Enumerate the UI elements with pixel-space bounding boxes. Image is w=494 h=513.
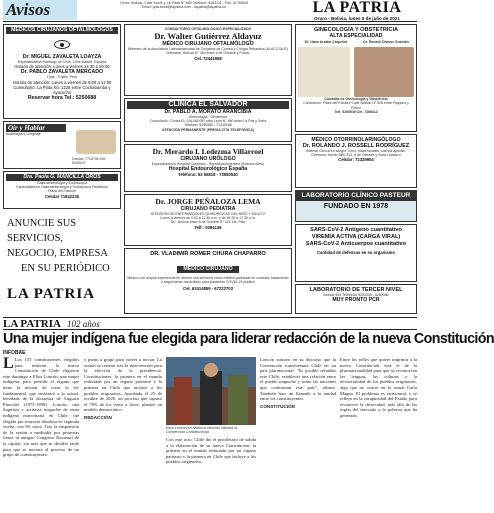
ad-subtitle: Audiología y Lenguaje <box>6 132 41 136</box>
promo-line: ANUNCIE SUS SERVICIOS, <box>7 218 77 244</box>
phone: Telf.: 5284136 <box>194 224 222 230</box>
hours: Lunes a viernes de 9:00 a 11:30 a.m. y de 15:30 a 17:30 p.m. <box>160 216 256 221</box>
promo-line: NEGOCIO, EMPRESA <box>7 248 108 259</box>
ad-title: LABORATORIO CLÍNICO PASTEUR <box>296 191 416 201</box>
ad-subtitle: MÉDICO CIRUJANO <box>177 266 238 273</box>
address: Dir.: Bolívar entre 6 de Octubre N° 631 1er. Piso <box>170 220 246 225</box>
address: Consultorio: Clínica EL SALVADOR calle León N° 460 entre La Paz y Soria <box>149 119 267 124</box>
ad-title: Dra. Paola G. MANCILLA OROS <box>6 174 118 181</box>
ad-subtitle: ALTA ESPECIALIDAD <box>329 33 383 39</box>
hours: Horario de atención: Lunes a viernes de 9:00 a 12:00 <box>12 79 112 85</box>
ad-kicker: CONSULTORIO OFTALMOLÓGICO ESPECIALIZADO <box>164 27 252 31</box>
article-column-3 <box>166 437 256 465</box>
ad-title: MÉDICOS CIRUJANOS OFTALMÓLOGOS <box>6 27 118 34</box>
ad-title: LABORATORIO DE TERCER NIVEL <box>309 287 403 293</box>
article-photo <box>166 357 256 425</box>
ad-salvador <box>124 98 292 142</box>
article-column-5 <box>340 357 417 419</box>
ad-otorrino <box>295 134 417 188</box>
doctor-photo <box>354 47 414 97</box>
ad-subtitle: FUNDADO EN 1978 <box>323 203 389 210</box>
doctor-name: Dr. Hans Arzabe Caqueira <box>304 40 348 44</box>
kicker-brand: LA PATRIA <box>3 318 61 330</box>
ad-title: MÉDICO OTORRINOLARINGÓLOGO <box>311 137 401 143</box>
ad-subtitle: Gastroenterología y Endoscopía <box>36 181 88 185</box>
ad-subtitle: CIRUJANO PEDIATRA <box>180 206 236 212</box>
promo-line: EN SU PERIÓDICO <box>21 263 110 274</box>
article-column-4 <box>260 357 336 410</box>
address: Consultorio: Plaza del Folklore Calle Bolívar N° 628 entre Pagador y Potosí <box>303 101 409 110</box>
doctor-note: Especialización Santiago de Chile, Chile Madrid, España <box>17 60 107 64</box>
article-column-1 <box>3 357 79 458</box>
ad-pediatra <box>3 171 121 209</box>
phone: Teléfono: 5250580 - 72449188 <box>184 123 232 128</box>
ad-title: CLÍNICA EL SALVADOR <box>127 101 289 109</box>
doctor-name: Dr. PABLO ZAVALETA MERCADO <box>20 69 104 76</box>
address: Dirección: Adolfo Mier 512, 6 de Octubre y Soria Galvarro <box>311 153 401 158</box>
ad-anuncie <box>3 212 121 314</box>
test-line: SARS-CoV-2 Anticuerpos cuantitativo <box>305 241 407 247</box>
eye-icon <box>54 40 70 49</box>
ad-covid-tests <box>295 224 417 282</box>
services-list <box>298 47 350 97</box>
article-kicker <box>3 317 417 330</box>
doctor-name: Dr. Walter Gutiérrez Aldayuz <box>154 31 262 42</box>
article-text: Loncón sostuvo en su discurso que la Convención transformará Chile en un país plurinacional. "Es posible refundar este Chile, establecer una relación entre el pueblo mapuche y todas las naciones que conforman este país", afirmó. También hizo un llamado a la unidad entre los constituyentes. <box>260 357 336 402</box>
phone: Celular: 7715736 Telf.: 5245247 <box>72 157 107 166</box>
article-text: Los 155 constituyentes elegidos para redactar la nueva Constitución de Chile eligieron este domingo a Elisa Loncón, una mujer indígena, para presidir el órgano que tiene la misión de crear la ley fundamental, que sustituirá a la actual, heredada de la dictadura de Augusto Pinochet (1973-1990). Loncón, una lingüista y activista mapuche de etnia indígena mayoritaria en Chile, fue elegida por mayoría absoluta en segunda vuelta, con 96 votos. Tras la suspensión de la sesión a mediodía por protestas frente al antiguo Congreso Nacional de la capital, sin más que se decidió tarde para que se iniciara al proceso de un grupo de constituyentes. <box>3 357 79 458</box>
address: Consultorio: La Plata No. 1226 entre Cochabamba y Ayacucho <box>13 84 111 95</box>
phone: Celular 71842226 <box>45 193 79 199</box>
issue-date: Oruro - Bolivia, lunes 5 de julio de 2021 <box>314 16 400 21</box>
doctor-note: Lima - Trujillo, Perú <box>46 75 78 80</box>
ad-title: MÉDICO CIRUJANO OFTALMÓLOGO <box>162 41 254 48</box>
test-line: SARS-CoV-2 Antígeno cuantitativo <box>310 227 402 233</box>
header-contact <box>79 1 289 10</box>
doctor-name: Dr. JORGE PEÑALOZA LEMA <box>155 197 261 206</box>
test-line: Cantidad de defensas en su organismo <box>317 250 395 255</box>
ad-pasteur <box>295 190 417 222</box>
ad-chura <box>124 248 292 314</box>
photo-caption: Elisa Loncón en histórica elección liderará la Convención Constitucional. <box>166 426 237 435</box>
section-title: Avisos <box>3 0 77 20</box>
phone: Celular: 72329904 <box>338 157 374 163</box>
ad-subtitle: CIRUJANO URÓLOGO <box>180 156 236 162</box>
ad-note: MUY PRONTO PCR <box>332 297 380 304</box>
header-rule <box>3 21 417 22</box>
address: Bolívar 663 Teléfonos 5253349 - 5250988 <box>323 293 389 297</box>
address: Dirección: Bolívar N° 484 entre 6 de Octubre y Potosí <box>166 51 250 56</box>
phone: Cel. 63414859 - 67222703 <box>183 286 233 292</box>
doctor-name: Dr. PABLO A. MORATO ARANCIBIA <box>164 109 252 115</box>
promo-brand: LA PATRIA <box>7 286 96 302</box>
hospital: Hospital Endourológico España <box>168 166 248 173</box>
emergency-note: ATENCIÓN PERMANENTE (PREVIA CITA TELEFÓNICA) <box>162 127 254 132</box>
ad-ledezma <box>124 144 292 192</box>
logo-image <box>76 130 116 154</box>
doctor-name: Dr. ROLANDO J. ROSSELL RODRÍGUEZ <box>302 143 410 149</box>
ad-body: Miembro de la Asociación Latinoamericana de Cirujanos de Córnea y Cirugía Refractiva (ALACCSA-R) <box>128 47 288 52</box>
phone: Teléfono: 52 66818 - 73950530 <box>178 172 238 178</box>
phone: Cel. 72441558 <box>194 55 222 61</box>
ad-body: Médico con amplia experiencia en ofrecer sus servicios como médico particular en consulta, tratamiento y seguimiento domiciliario para pacientes COVID-19 positivo <box>127 276 289 285</box>
ad-gutierrez <box>124 24 292 96</box>
ad-pena <box>124 194 292 246</box>
masthead: LA PATRIA <box>312 0 402 16</box>
ad-body: Especialización Hospital Carabobo - República Argentina (Buenos Aires) <box>151 162 265 166</box>
ad-oir-hablar <box>3 121 121 169</box>
ad-ginecologia <box>295 24 417 132</box>
contact-line: Email: cparatura@lapatria.com - lapatria@lapatria.bo <box>141 5 227 10</box>
ad-body: Atiende Clínica en sangre, cirno, fosas faciales, sueños apneas. <box>306 149 406 153</box>
article-text: Con este acto, Chile dio el pistoletazo de salida a la elaboración de su nueva Constitución, la primera en el mundo redactada por un órgano paritario y la primera en Chile que incluye a los pueblos originarios. <box>166 437 256 465</box>
phone: Reservar hora Tel.: 5250688 <box>27 94 97 101</box>
ad-title: Oír y Hablar <box>6 124 66 132</box>
ad-body: Especialista en Gastroenterología y Endoscopía Pediátrica <box>16 185 108 190</box>
address: Plaza del Folklore <box>48 189 76 194</box>
article-text: y punto a grupo para volver a iniciar. La sesión se retomó tras la intervención para la elección de la presidencia. Constituciones, la primera en el mundo redactada por un órgano paritario y la primera en Chile que incluye a los pueblos originarios. Aprobada el 25 de octubre de 2020, un proceso que supuso el 78% de los votos a favor, planteó un modelo democrático. <box>84 357 162 413</box>
kicker-years: 102 años <box>67 319 100 329</box>
test-line: VIREMIA ACTIVA (CARGA VIRAL) <box>311 234 401 240</box>
doctor-name: Dr. Merardo I. Ledezma Villarroel <box>152 147 264 156</box>
ad-title: GINECOLOGÍA Y OBSTETRICIA <box>313 27 399 33</box>
page-header <box>3 0 417 20</box>
hours: Horario de atención: Lunes a viernes 14:30 a 20:00 <box>14 64 110 70</box>
drop-cap: L <box>3 355 14 372</box>
article-column-2 <box>84 357 162 422</box>
doctor-name: DR. VLADIMIR ROMER CHURA CHAPARRO <box>150 251 266 257</box>
doctor-name: Dr. MIGUEL ZAVALETA LOAYZA <box>22 54 102 60</box>
article-headline: Una mujer indígena fue elegida para liderar redacción de la nueva Constitución <box>3 331 494 347</box>
contact-line: Oruro: Bolívar, Calle Sucre y La Plata N° 660 Teléfono: 5253111 - Fax: 52 55545 <box>120 1 248 5</box>
ad-tercer-nivel <box>295 284 417 314</box>
phone: Telf. 5255545 Cel. 7386412 <box>334 109 378 114</box>
subheading: REDACCIÓN <box>84 414 112 420</box>
ad-section: Consulta de Ginecología y Obstetricia <box>324 97 388 102</box>
specialty: Ginecología - Obstetricia <box>188 115 228 119</box>
doctor-name: Dr. Ronald Chavez Guzmán <box>363 40 409 44</box>
ad-body: ATENCIÓN DE ENFERMEDADES QUIRÚRGICAS DEL NIÑO Y ADULTO <box>150 212 266 216</box>
article-text: Entre los sellos que quiere imprimir a la nueva Constitución está el de la plurinacionalidad para que se reconozcan las lenguas, las culturas y la territorialidad de los pueblos originarios, algo que no ocurre en la actual Carta Magna. El problema es estructural, y se refleja en la incapacidad del Estado para reconocer la diversidad, más allá de las reglas del mercado y la pobreza que ha generado. <box>340 357 417 418</box>
subheading: CONSTITUCIÓN <box>260 403 295 409</box>
ad-oftalmologos <box>3 24 121 119</box>
article-source: INFOBAE <box>3 350 26 356</box>
